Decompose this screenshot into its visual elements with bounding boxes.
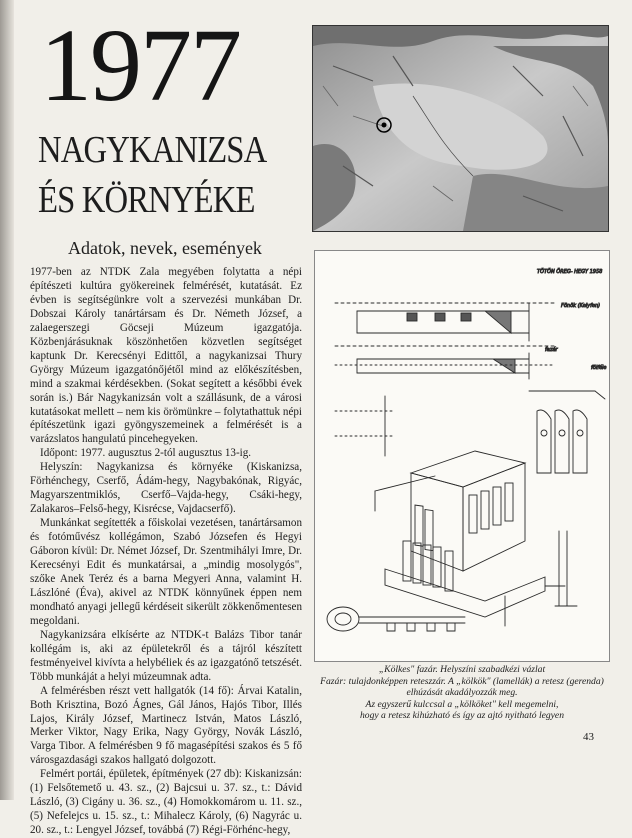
page-number: 43 bbox=[583, 731, 594, 743]
paragraph-students: A felmérésben részt vett hallgatók (14 fő): Árvai Katalin, Both Krisztina, Bozó Ágnes, Gál János, Hajós Tibor, Illés Lajos, Király József, Martinecz István, Matos László, Merker Viktor, Nagy Erika, Nagy György, Novák László, Varga Tibor. A felmérésben 9 fő magasépítési szakos és 5 fő városgazdasági szakos hallgató dolgozott. bbox=[30, 684, 302, 767]
article-body bbox=[30, 266, 302, 838]
title-line-2: ÉS KÖRNYÉKE bbox=[38, 179, 255, 221]
sketch-note-3: fölféle bbox=[591, 365, 607, 371]
caption-line-1: „Kölkes" fazár. Helyszíni szabadkézi vázlat bbox=[378, 664, 546, 675]
section-heading: Adatok, nevek, események bbox=[68, 238, 262, 258]
title-line-1: NAGYKANIZSA bbox=[38, 129, 267, 171]
paragraph-helpers: Munkánkat segítették a főiskolai vezetésen, tanártársamon és fotóművész kollégámon, Szabó Józsefen és Hegyi Gáboron kívül: Dr. Német József, Dr. Szentmihályi Imre, Dr. Kerecsényi Edit és munkatársai, a „mindig mosolygós", szőke Anek Teréz és a barna Megyeri Anna, valamint H. Lászlóné (Éva), akivel az NTDK könnyűnek éppen nem mondható anyagi jellegű kérdéseit sikerült zökkenőmentesen megoldani. bbox=[30, 517, 302, 627]
relief-map-drawing bbox=[313, 26, 608, 231]
year-heading: 1977 bbox=[40, 8, 240, 123]
lock-sketch-drawing bbox=[315, 251, 609, 661]
caption-line-2: Fazár: tulajdonképpen reteszzár. A „kölkök" (lamellák) a retesz (gerenda) elhúzását akadályozzák meg. bbox=[320, 675, 604, 699]
relief-map-hungary bbox=[312, 25, 609, 232]
caption-line-4: hogy a retesz kihúzható és így az ajtó nyitható legyen bbox=[359, 710, 564, 722]
paragraph-location: Helyszín: Nagykanizsa és környéke (Kiskanizsa, Förhénchegy, Cserfő, Ádám-hegy, Nagybakónak, Rigyác, Magyarszentmiklós, Cserfő–Vajda-hegy, Csáki-hegy, Zalakaros–Felső-hegy, Kisrécse, Vajdacserfő). bbox=[30, 461, 302, 516]
paragraph-surveyed: Felmért portái, épületek, építmények (27 db): Kiskanizsán: (1) Felsőtemető u. 43. sz., (2) Bajcsui u. 37. sz., t.: Dávid László, (3) Cigány u. 36. sz., (4) Homokkomárom u. 11. sz., (5) Nefelejcs u. 15. sz., t.: Mihalecz Károly, (6) Nagyrác u. 20. sz., t.: Lengyel József, továbbá (7) Régi-Förhénc-hegy, bbox=[30, 768, 302, 837]
sketch-note-2: Fönök (Kelyfen) bbox=[561, 303, 601, 309]
sketch-note-1: TÖTÖN ÖREG- HEGY 1958 bbox=[537, 269, 603, 275]
paragraph-date: Időpont: 1977. augusztus 2-tól augusztus 13-ig. bbox=[40, 447, 252, 460]
caption-line-3: Az egyszerű kulccsal a „kölköket" kell megemelni, bbox=[365, 698, 559, 710]
lock-sketch bbox=[314, 250, 610, 662]
paragraph-intro: 1977-ben az NTDK Zala megyében folytatta a népi építészeti kultúra gyökereinek felmérését, kutatását. Ez évben is segítségünkre volt a szervezési munkában Dr. Dobszai Károly tanártársam és Dr. Németh József, a zalaegerszegi Göcseji Múzeum igazgatója. Közbenjárásuknak köszönhetően közvetlen segítséget kaptunk Dr. Kerecsényi Edittől, a nagykanizsai Thury György Múzeum igazgatónőjétől mind az előkészítésben, mind a szakmai kérdésekben. (Sokat segített a későbbi évek során is.) Bár Nagykanizsán volt a szállásunk, de a városi kutatásokat mellett – nem kis örömünkre – folytathattuk népi építészetünk igazi gyöngyszemeinek a felmérését is a varázslatos hangulatú pincehegyeken. bbox=[30, 266, 302, 446]
paragraph-colleague: Nagykanizsára elkísérte az NTDK-t Balázs Tibor tanár kollégám is, aki az épületekről és a tájról készített festményeivel kivívta a helybéliek és az igazgatónő tetszését. Több munkáját a helyi múzeumnak adta. bbox=[30, 628, 302, 683]
figure-caption bbox=[314, 664, 610, 722]
page-binding-edge bbox=[0, 0, 14, 800]
sketch-note-4: fazár bbox=[545, 347, 558, 353]
